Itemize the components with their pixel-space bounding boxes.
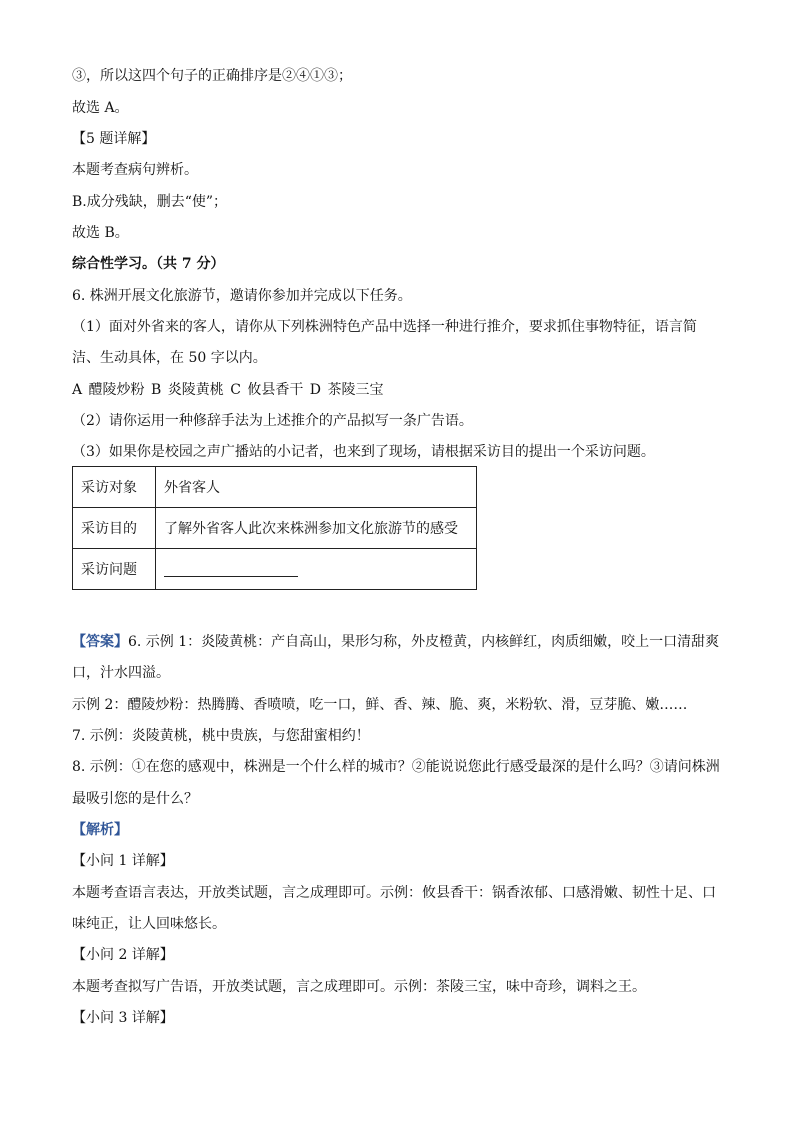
answer-8: 8. 示例：①在您的感观中，株洲是一个什么样的城市？②能说说您此行感受最深的是什么吗？③请问株洲	[72, 759, 720, 775]
question-6-2: （2）请你运用一种修辞手法为上述推介的产品拟写一条广告语。	[72, 413, 473, 429]
table-cell-value: 外省客人	[156, 467, 477, 508]
answer-example-2: 示例 2：醴陵炒粉：热腾腾、香喷喷，吃一口，鲜、香、辣、脆、爽，米粉软、滑，豆芽脆、嫩……	[72, 697, 688, 713]
question-6-3: （3）如果你是校园之声广播站的小记者，也来到了现场，请根据采访目的提出一个采访问题。	[72, 444, 655, 460]
text-line: ③，所以这四个句子的正确排序是②④①③；	[72, 68, 352, 84]
section-heading: 综合性学习。（共 7 分）	[72, 256, 225, 272]
sub-question-1-text-cont: 味纯正，让人回味悠长。	[72, 916, 226, 932]
sub-heading: 【5 题详解】	[72, 131, 156, 147]
answer-line	[72, 632, 719, 652]
text-line: 本题考查病句辨析。	[72, 162, 198, 178]
analysis-heading: 【解析】	[72, 822, 128, 838]
table-cell-label: 采访对象	[73, 467, 156, 508]
table-cell-label: 采访目的	[73, 508, 156, 549]
answer-text: 6. 示例 1：炎陵黄桃：产自高山，果形匀称，外皮橙黄，内核鲜红，肉质细嫩，咬上一口清甜爽	[128, 634, 720, 650]
sub-question-1-heading: 【小问 1 详解】	[72, 853, 174, 869]
question-6-1: （1）面对外省来的客人，请你从下列株洲特色产品中选择一种进行推介，要求抓住事物特征，语言简	[72, 319, 697, 335]
answer-blank	[164, 562, 298, 577]
text-line: 故选 B。	[72, 225, 129, 241]
text-line: B.成分残缺，删去“使”；	[72, 194, 228, 210]
answer-7: 7. 示例：炎陵黄桃，桃中贵族，与您甜蜜相约！	[72, 728, 370, 744]
answer-line-cont: 口，汁水四溢。	[72, 665, 170, 681]
sub-question-2-text: 本题考查拟写广告语，开放类试题，言之成理即可。示例：茶陵三宝，味中奇珍，调料之王。	[72, 979, 646, 995]
table-cell-value: 了解外省客人此次来株洲参加文化旅游节的感受	[156, 508, 477, 549]
sub-question-1-text: 本题考查语言表达，开放类试题，言之成理即可。示例：攸县香干：锅香浓郁、口感滑嫩、韧性十足、口	[72, 885, 716, 901]
interview-table	[72, 466, 477, 590]
question-6: 6. 株洲开展文化旅游节，邀请你参加并完成以下任务。	[72, 288, 412, 304]
table-row	[73, 467, 477, 508]
answer-label: 【答案】	[72, 634, 128, 650]
question-6-1-cont: 洁、生动具体，在 50 字以内。	[72, 350, 267, 366]
table-cell-answer	[156, 549, 477, 590]
table-cell-label: 采访问题	[73, 549, 156, 590]
options-line: A 醴陵炒粉 B 炎陵黄桃 C 攸县香干 D 茶陵三宝	[72, 382, 384, 398]
sub-question-3-heading: 【小问 3 详解】	[72, 1010, 174, 1026]
table-row	[73, 549, 477, 590]
sub-question-2-heading: 【小问 2 详解】	[72, 947, 174, 963]
table-row	[73, 508, 477, 549]
text-line: 故选 A。	[72, 100, 129, 116]
answer-8-cont: 最吸引您的是什么？	[72, 791, 198, 807]
